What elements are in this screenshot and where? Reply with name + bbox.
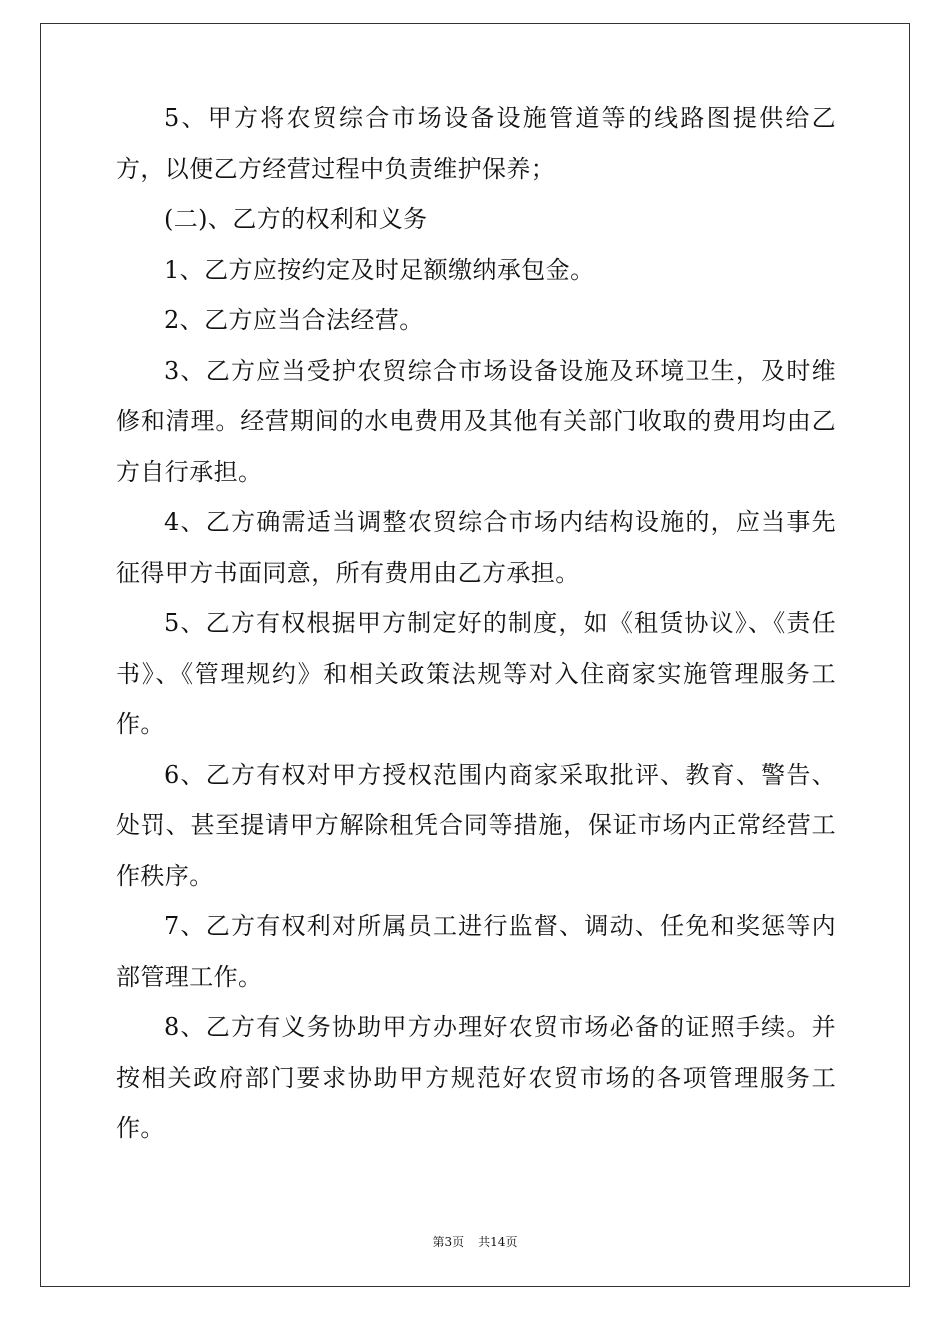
document-body xyxy=(116,93,836,1154)
paragraph-4: 3、乙方应当受护农贸综合市场设备设施及环境卫生，及时维修和清理。经营期间的水电费用及其他有关部门收取的费用均由乙方自行承担。 xyxy=(116,356,836,486)
paragraph-3: 2、乙方应当合法经营。 xyxy=(164,306,424,334)
page-total: 共14页 xyxy=(478,1235,518,1249)
paragraph-2: 1、乙方应按约定及时足额缴纳承包金。 xyxy=(164,255,595,284)
section-heading-party-b: (二)、乙方的权利和义务 xyxy=(164,205,428,233)
paragraph-1: 5、甲方将农贸综合市场设备设施管道等的线路图提供给乙方，以便乙方经营过程中负责维护保养； xyxy=(116,104,836,183)
paragraph-7: 6、乙方有权对甲方授权范围内商家采取批评、教育、警告、处罚、甚至提请甲方解除租凭合同等措施，保证市场内正常经营工作秩序。 xyxy=(116,760,836,890)
paragraph-8: 7、乙方有权利对所属员工进行监督、调动、任免和奖惩等内部管理工作。 xyxy=(116,912,836,991)
page-footer xyxy=(0,1233,950,1250)
paragraph-6: 5、乙方有权根据甲方制定好的制度，如《租赁协议》、《责任书》、《管理规约》和相关政策法规等对入住商家实施管理服务工作。 xyxy=(116,609,836,738)
page-number: 第3页 xyxy=(432,1235,465,1249)
paragraph-9: 8、乙方有义务协助甲方办理好农贸市场必备的证照手续。并按相关政府部门要求协助甲方规范好农贸市场的各项管理服务工作。 xyxy=(116,1013,836,1142)
paragraph-5: 4、乙方确需适当调整农贸综合市场内结构设施的，应当事先征得甲方书面同意，所有费用由乙方承担。 xyxy=(116,508,836,587)
